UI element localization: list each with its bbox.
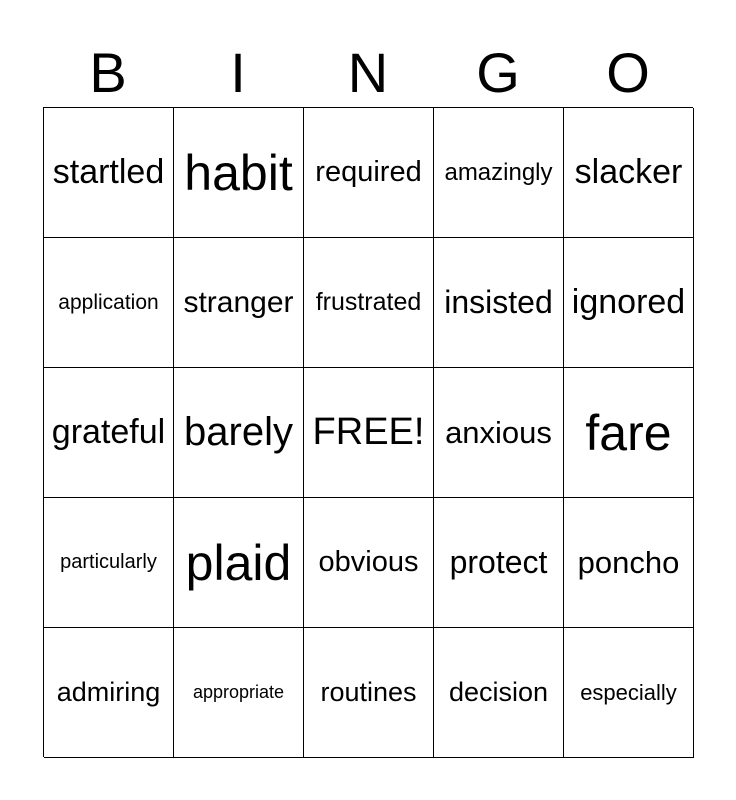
bingo-header [43, 40, 693, 106]
header-letter-b: B [89, 41, 127, 104]
bingo-cell[interactable]: routines [304, 628, 434, 758]
header-letter-n: N [347, 41, 389, 104]
bingo-cell[interactable]: insisted [434, 238, 564, 368]
free-space[interactable]: FREE! [304, 368, 434, 498]
bingo-cell[interactable]: decision [434, 628, 564, 758]
bingo-cell[interactable]: frustrated [304, 238, 434, 368]
bingo-cell[interactable]: anxious [434, 368, 564, 498]
bingo-cell[interactable]: fare [564, 368, 694, 498]
bingo-cell[interactable]: plaid [174, 498, 304, 628]
bingo-cell[interactable]: amazingly [434, 108, 564, 238]
header-letter-o: O [606, 41, 650, 104]
bingo-board [43, 107, 693, 757]
header-letter-g: G [476, 41, 520, 104]
bingo-cell[interactable]: required [304, 108, 434, 238]
bingo-cell[interactable]: ignored [564, 238, 694, 368]
bingo-cell[interactable]: slacker [564, 108, 694, 238]
bingo-cell[interactable]: application [44, 238, 174, 368]
bingo-cell[interactable]: stranger [174, 238, 304, 368]
header-letter-i: I [230, 41, 246, 104]
bingo-cell[interactable]: habit [174, 108, 304, 238]
bingo-cell[interactable]: particularly [44, 498, 174, 628]
bingo-cell[interactable]: appropriate [174, 628, 304, 758]
bingo-cell[interactable]: admiring [44, 628, 174, 758]
bingo-cell[interactable]: grateful [44, 368, 174, 498]
bingo-cell[interactable]: especially [564, 628, 694, 758]
bingo-cell[interactable]: poncho [564, 498, 694, 628]
bingo-cell[interactable]: protect [434, 498, 564, 628]
bingo-cell[interactable]: obvious [304, 498, 434, 628]
bingo-cell[interactable]: barely [174, 368, 304, 498]
bingo-cell[interactable]: startled [44, 108, 174, 238]
